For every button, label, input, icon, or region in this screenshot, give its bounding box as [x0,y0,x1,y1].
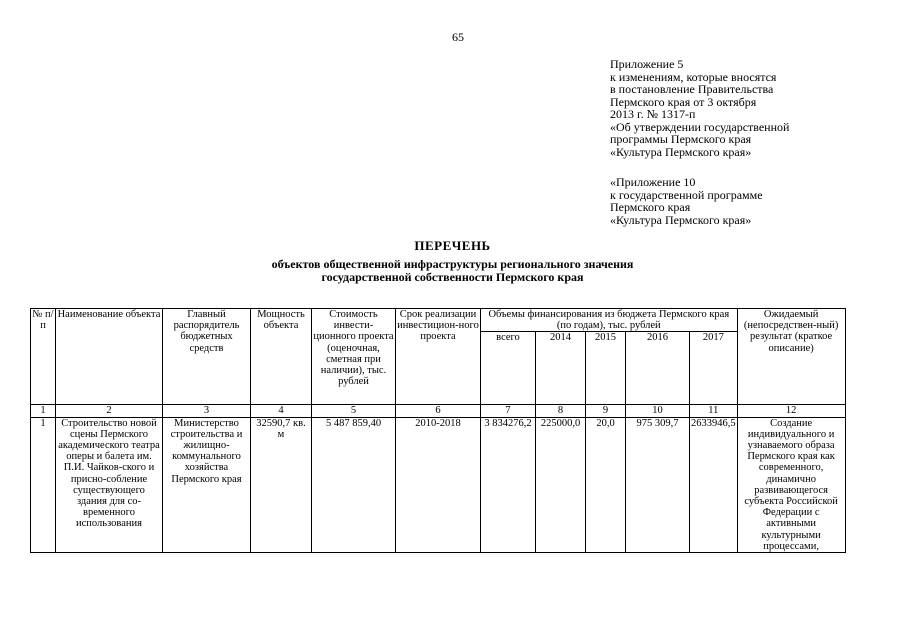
row-num: 1 [31,417,56,552]
appendix-line: «Об утверждении государственной [610,119,790,134]
appendix-line: в постановление Правительства [610,82,774,96]
appendix-block-1 [610,58,789,158]
column-number: 2 [56,405,163,417]
appendix-line: «Культура Пермского края» [610,144,752,159]
row-capacity: 32590,7 кв. м [251,417,312,552]
column-number: 12 [737,405,845,417]
header-name: Наименование объекта [56,309,163,405]
header-2017: 2017 [690,332,738,405]
appendix-line: программы Пермского края [610,132,752,146]
header-num: № п/п [31,309,56,405]
header-total: всего [481,332,536,405]
header-2016: 2016 [626,332,690,405]
header-manager: Главный распорядитель бюджетных средств [163,309,251,405]
column-number: 6 [396,405,481,417]
row-2014: 225000,0 [536,417,586,552]
table-row [31,417,846,552]
row-result: Создание индивидуального и узнаваемого образа Пермского края как современного, динамично развивающегося субъекта Российской Федерации с активными культурными процессами, [737,417,845,552]
appendix-block-2 [610,176,763,226]
appendix-line: к изменениям, которые вносятся [610,69,777,84]
column-number: 7 [481,405,536,417]
header-2015: 2015 [586,332,626,405]
appendix-line: 2013 г. № 1317-п [610,107,696,121]
appendix-line: Пермского края от 3 октября [610,94,757,109]
row-2016: 975 309,7 [626,417,690,552]
document-subtitle [0,258,905,283]
column-number: 10 [626,405,690,417]
header-term: Срок реализации инвестицион-ного проекта [396,309,481,405]
objects-table [30,308,846,553]
column-number: 9 [586,405,626,417]
header-result: Ожидаемый (непосредствен-ный) результат (краткое описание) [737,309,845,405]
column-number: 4 [251,405,312,417]
column-number-row [31,405,846,417]
row-total: 3 834276,2 [481,417,536,552]
column-number: 5 [312,405,396,417]
header-cost: Стоимость инвести-ционного проекта (оценочная, сметная при наличии), тыс. рублей [312,309,396,405]
header-2014: 2014 [536,332,586,405]
appendix-line: «Приложение 10 [610,175,696,189]
appendix-line: Пермского края [610,200,691,214]
subtitle-line: объектов общественной инфраструктуры регионального значения [271,257,634,271]
row-term: 2010-2018 [396,417,481,552]
header-row [31,309,846,332]
column-number: 1 [31,405,56,417]
header-capacity: Мощность объекта [251,309,312,405]
row-name: Строительство новой сцены Пермского академического театра оперы и балета им. П.И. Чайков-ского и присно-собление существующего здания для со-временного использования [56,417,163,552]
row-2017: 2633946,5 [690,417,738,552]
row-2015: 20,0 [586,417,626,552]
appendix-line: «Культура Пермского края» [610,212,752,227]
page-number: 65 [452,30,464,44]
subtitle-line: государственной собственности Пермского края [321,269,584,284]
column-number: 8 [536,405,586,417]
header-funding: Объемы финансирования из бюджета Пермского края (по годам), тыс. рублей [481,309,738,332]
document-title: ПЕРЕЧЕНЬ [414,238,491,253]
row-manager: Министерство строительства и жилищно-коммунального хозяйства Пермского края [163,417,251,552]
column-number: 3 [163,405,251,417]
appendix-line: Приложение 5 [610,57,684,71]
row-cost: 5 487 859,40 [312,417,396,552]
column-number: 11 [690,405,738,417]
appendix-line: к государственной программе [610,187,763,202]
